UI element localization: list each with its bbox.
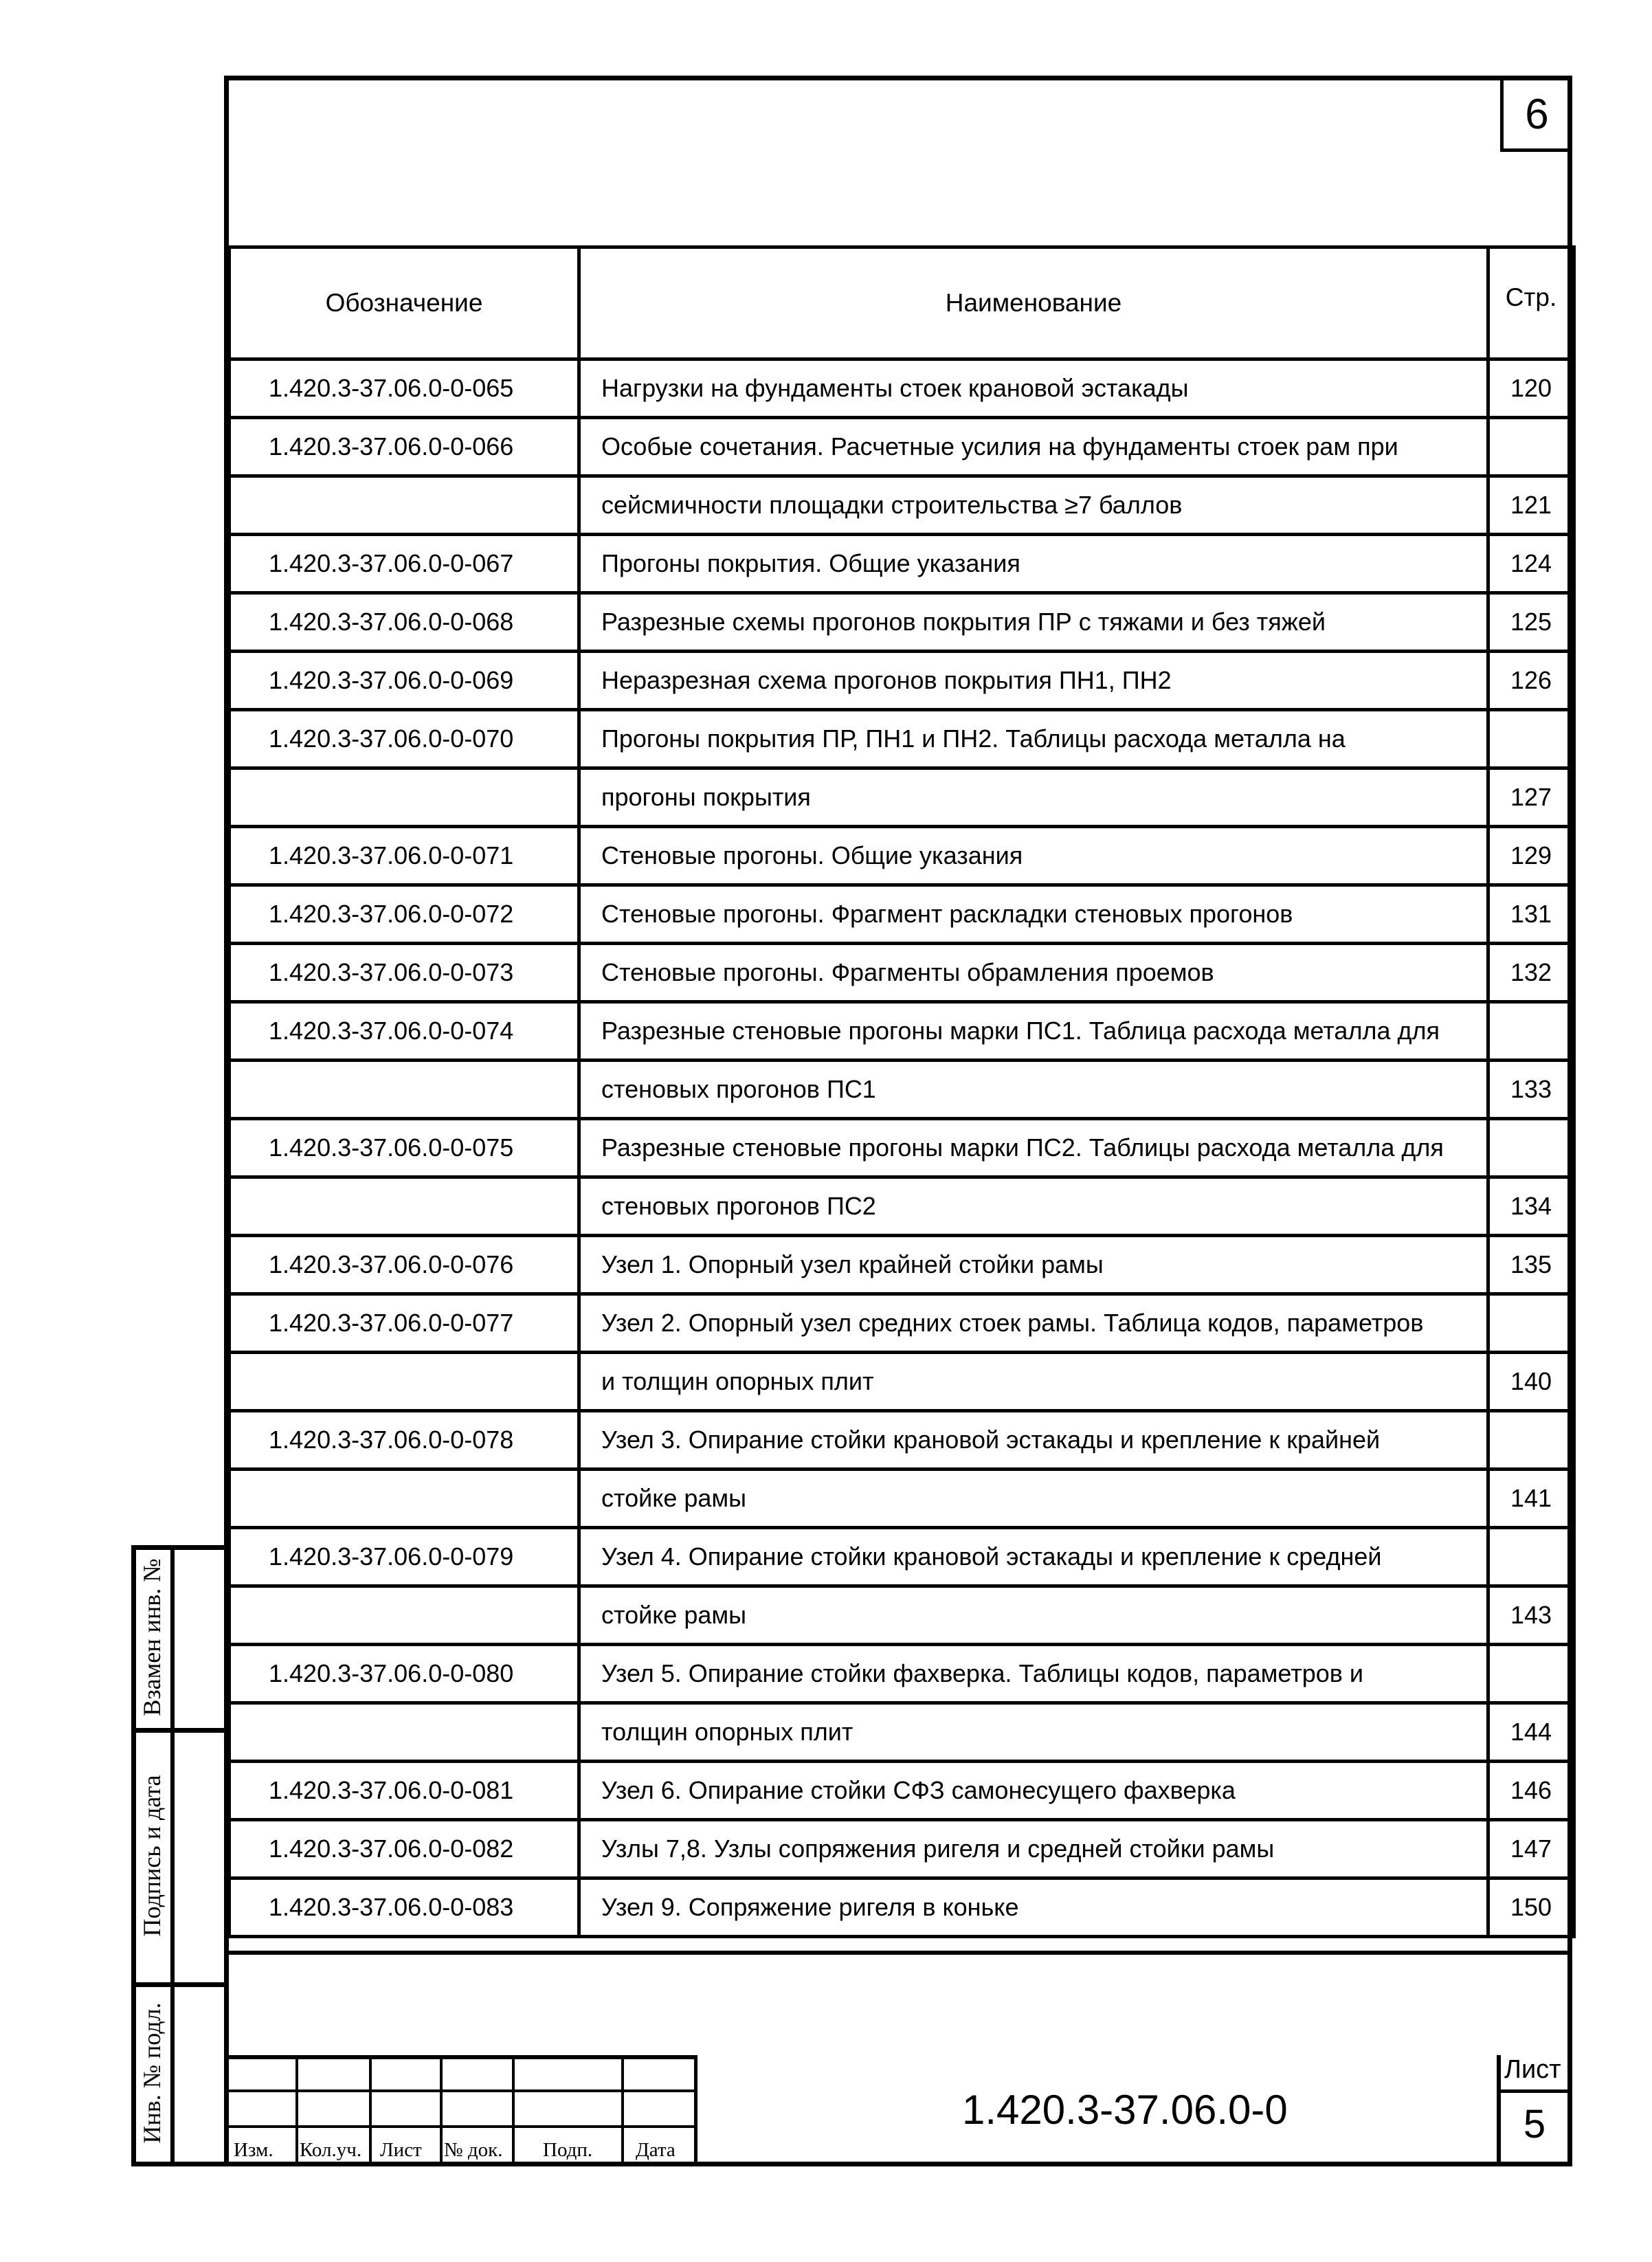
table-row: [230, 885, 1574, 944]
label-doc-number: № док.: [444, 2139, 503, 2161]
row-name: Неразрезная схема прогонов покрытия ПН1, ПН2: [579, 652, 1488, 710]
side-stamp-separator-2: [131, 1982, 224, 1987]
row-name: Узел 5. Опирание стойки фахверка. Таблицы кодов, параметров и: [579, 1645, 1488, 1703]
title-grid-col-3: [440, 2055, 443, 2166]
row-designation: 1.420.3-37.06.0-0-068: [230, 593, 579, 652]
row-designation: [230, 1470, 579, 1528]
title-grid-col-2: [369, 2055, 372, 2166]
table-row: [230, 1294, 1574, 1353]
row-page: 121: [1488, 476, 1574, 535]
row-designation: 1.420.3-37.06.0-0-065: [230, 359, 579, 418]
header-designation: Обозначение: [230, 247, 579, 359]
row-designation: 1.420.3-37.06.0-0-081: [230, 1762, 579, 1820]
row-designation: 1.420.3-37.06.0-0-083: [230, 1878, 579, 1937]
row-name: прогоны покрытия: [579, 768, 1488, 827]
row-page: [1488, 1645, 1574, 1703]
contents-table: [227, 245, 1576, 1938]
row-name: Прогоны покрытия. Общие указания: [579, 535, 1488, 593]
row-name: стойке рамы: [579, 1586, 1488, 1645]
row-page: [1488, 418, 1574, 476]
table-row: [230, 1878, 1574, 1937]
row-page: 125: [1488, 593, 1574, 652]
sheet-number: 5: [1523, 2102, 1546, 2147]
title-grid-col-5: [621, 2055, 624, 2166]
row-name: стеновых прогонов ПС2: [579, 1177, 1488, 1236]
row-designation: [230, 768, 579, 827]
header-name: Наименование: [579, 247, 1488, 359]
table-row: [230, 1177, 1574, 1236]
table-row: [230, 1119, 1574, 1177]
row-name: Разрезные стеновые прогоны марки ПС2. Таблицы расхода металла для: [579, 1119, 1488, 1177]
row-designation: 1.420.3-37.06.0-0-079: [230, 1528, 579, 1586]
row-designation: [230, 1586, 579, 1645]
row-page: 134: [1488, 1177, 1574, 1236]
sheet-cell-divider: [1497, 2089, 1572, 2093]
row-name: Разрезные схемы прогонов покрытия ПР с тяжами и без тяжей: [579, 593, 1488, 652]
row-designation: [230, 1177, 579, 1236]
label-signature: Подп.: [543, 2139, 593, 2161]
table-row: [230, 1528, 1574, 1586]
side-stamp-divider: [170, 1545, 175, 2166]
row-designation: 1.420.3-37.06.0-0-080: [230, 1645, 579, 1703]
row-page: 124: [1488, 535, 1574, 593]
table-header-row: [230, 247, 1574, 359]
row-page: 150: [1488, 1878, 1574, 1937]
sheet-cell-border: [1497, 2055, 1501, 2166]
row-page: [1488, 710, 1574, 768]
row-page: 141: [1488, 1470, 1574, 1528]
row-page: 120: [1488, 359, 1574, 418]
row-page: 140: [1488, 1353, 1574, 1411]
table-row: [230, 1411, 1574, 1470]
table-row: [230, 944, 1574, 1002]
row-designation: 1.420.3-37.06.0-0-071: [230, 827, 579, 885]
row-designation: [230, 1353, 579, 1411]
title-grid-col-4: [512, 2055, 515, 2166]
row-name: Стеновые прогоны. Общие указания: [579, 827, 1488, 885]
row-designation: [230, 1703, 579, 1762]
row-designation: 1.420.3-37.06.0-0-069: [230, 652, 579, 710]
table-row: [230, 1236, 1574, 1294]
document-code: 1.420.3-37.06.0-0: [962, 2087, 1288, 2133]
row-page: 127: [1488, 768, 1574, 827]
row-page: 146: [1488, 1762, 1574, 1820]
table-row: [230, 1061, 1574, 1119]
label-sheet-col: Лист: [380, 2139, 422, 2161]
title-block-divider: [694, 2055, 697, 2166]
row-designation: 1.420.3-37.06.0-0-072: [230, 885, 579, 944]
row-page: [1488, 1119, 1574, 1177]
row-name: Узлы 7,8. Узлы сопряжения ригеля и средней стойки рамы: [579, 1820, 1488, 1878]
table-row: [230, 359, 1574, 418]
row-page: [1488, 1528, 1574, 1586]
header-page: Стр.: [1488, 247, 1574, 359]
row-name: Стеновые прогоны. Фрагмент раскладки стеновых прогонов: [579, 885, 1488, 944]
row-name: Узел 4. Опирание стойки крановой эстакады и крепление к средней: [579, 1528, 1488, 1586]
label-quantity: Кол.уч.: [300, 2139, 362, 2161]
row-page: 135: [1488, 1236, 1574, 1294]
side-inventory-label: Инв. № подл.: [138, 2002, 166, 2144]
row-designation: 1.420.3-37.06.0-0-070: [230, 710, 579, 768]
row-page: 129: [1488, 827, 1574, 885]
row-designation: 1.420.3-37.06.0-0-078: [230, 1411, 579, 1470]
side-stamp-separator-1: [131, 1728, 224, 1733]
table-row: [230, 710, 1574, 768]
table-row: [230, 418, 1574, 476]
row-page: 126: [1488, 652, 1574, 710]
row-name: Особые сочетания. Расчетные усилия на фундаменты стоек рам при: [579, 418, 1488, 476]
row-name: Стеновые прогоны. Фрагменты обрамления проемов: [579, 944, 1488, 1002]
table-body: [230, 359, 1574, 1937]
row-page: 133: [1488, 1061, 1574, 1119]
row-page: [1488, 1411, 1574, 1470]
title-grid-col-1: [295, 2055, 298, 2166]
row-page: 147: [1488, 1820, 1574, 1878]
row-page: 131: [1488, 885, 1574, 944]
row-name: стойке рамы: [579, 1470, 1488, 1528]
row-designation: 1.420.3-37.06.0-0-073: [230, 944, 579, 1002]
corner-page-number: 6: [1500, 80, 1570, 152]
table-row: [230, 1703, 1574, 1762]
row-name: Узел 6. Опирание стойки СФЗ самонесущего фахверка: [579, 1762, 1488, 1820]
row-designation: [230, 476, 579, 535]
table-row: [230, 827, 1574, 885]
table-row: [230, 1762, 1574, 1820]
table-row: [230, 652, 1574, 710]
side-signature-date-label: Подпись и дата: [138, 1775, 166, 1937]
row-page: 143: [1488, 1586, 1574, 1645]
table-row: [230, 1002, 1574, 1061]
row-designation: 1.420.3-37.06.0-0-082: [230, 1820, 579, 1878]
row-designation: 1.420.3-37.06.0-0-067: [230, 535, 579, 593]
table-row: [230, 1470, 1574, 1528]
table-row: [230, 476, 1574, 535]
table-row: [230, 593, 1574, 652]
label-date: Дата: [636, 2139, 676, 2161]
row-name: и толщин опорных плит: [579, 1353, 1488, 1411]
table-row: [230, 1586, 1574, 1645]
row-name: Узел 9. Сопряжение ригеля в коньке: [579, 1878, 1488, 1937]
row-designation: 1.420.3-37.06.0-0-066: [230, 418, 579, 476]
side-replaces-label: Взамен инв. №: [138, 1558, 166, 1716]
label-change: Изм.: [234, 2139, 274, 2161]
row-page: 132: [1488, 944, 1574, 1002]
row-name: сейсмичности площадки строительства ≥7 баллов: [579, 476, 1488, 535]
row-designation: 1.420.3-37.06.0-0-077: [230, 1294, 579, 1353]
row-name: толщин опорных плит: [579, 1703, 1488, 1762]
row-name: Прогоны покрытия ПР, ПН1 и ПН2. Таблицы расхода металла на: [579, 710, 1488, 768]
row-name: стеновых прогонов ПС1: [579, 1061, 1488, 1119]
table-row: [230, 1353, 1574, 1411]
row-name: Узел 1. Опорный узел крайней стойки рамы: [579, 1236, 1488, 1294]
sheet-label: Лист: [1504, 2055, 1561, 2084]
row-designation: 1.420.3-37.06.0-0-075: [230, 1119, 579, 1177]
table-row: [230, 535, 1574, 593]
row-name: Узел 3. Опирание стойки крановой эстакады и крепление к крайней: [579, 1411, 1488, 1470]
table-row: [230, 1820, 1574, 1878]
row-page: 144: [1488, 1703, 1574, 1762]
row-name: Нагрузки на фундаменты стоек крановой эстакады: [579, 359, 1488, 418]
row-page: [1488, 1002, 1574, 1061]
row-designation: 1.420.3-37.06.0-0-074: [230, 1002, 579, 1061]
title-block-top-border: [224, 1951, 1572, 1955]
table-row: [230, 768, 1574, 827]
row-designation: 1.420.3-37.06.0-0-076: [230, 1236, 579, 1294]
table-row: [230, 1645, 1574, 1703]
row-page: [1488, 1294, 1574, 1353]
row-designation: [230, 1061, 579, 1119]
row-name: Разрезные стеновые прогоны марки ПС1. Таблица расхода металла для: [579, 1002, 1488, 1061]
row-name: Узел 2. Опорный узел средних стоек рамы. Таблица кодов, параметров: [579, 1294, 1488, 1353]
